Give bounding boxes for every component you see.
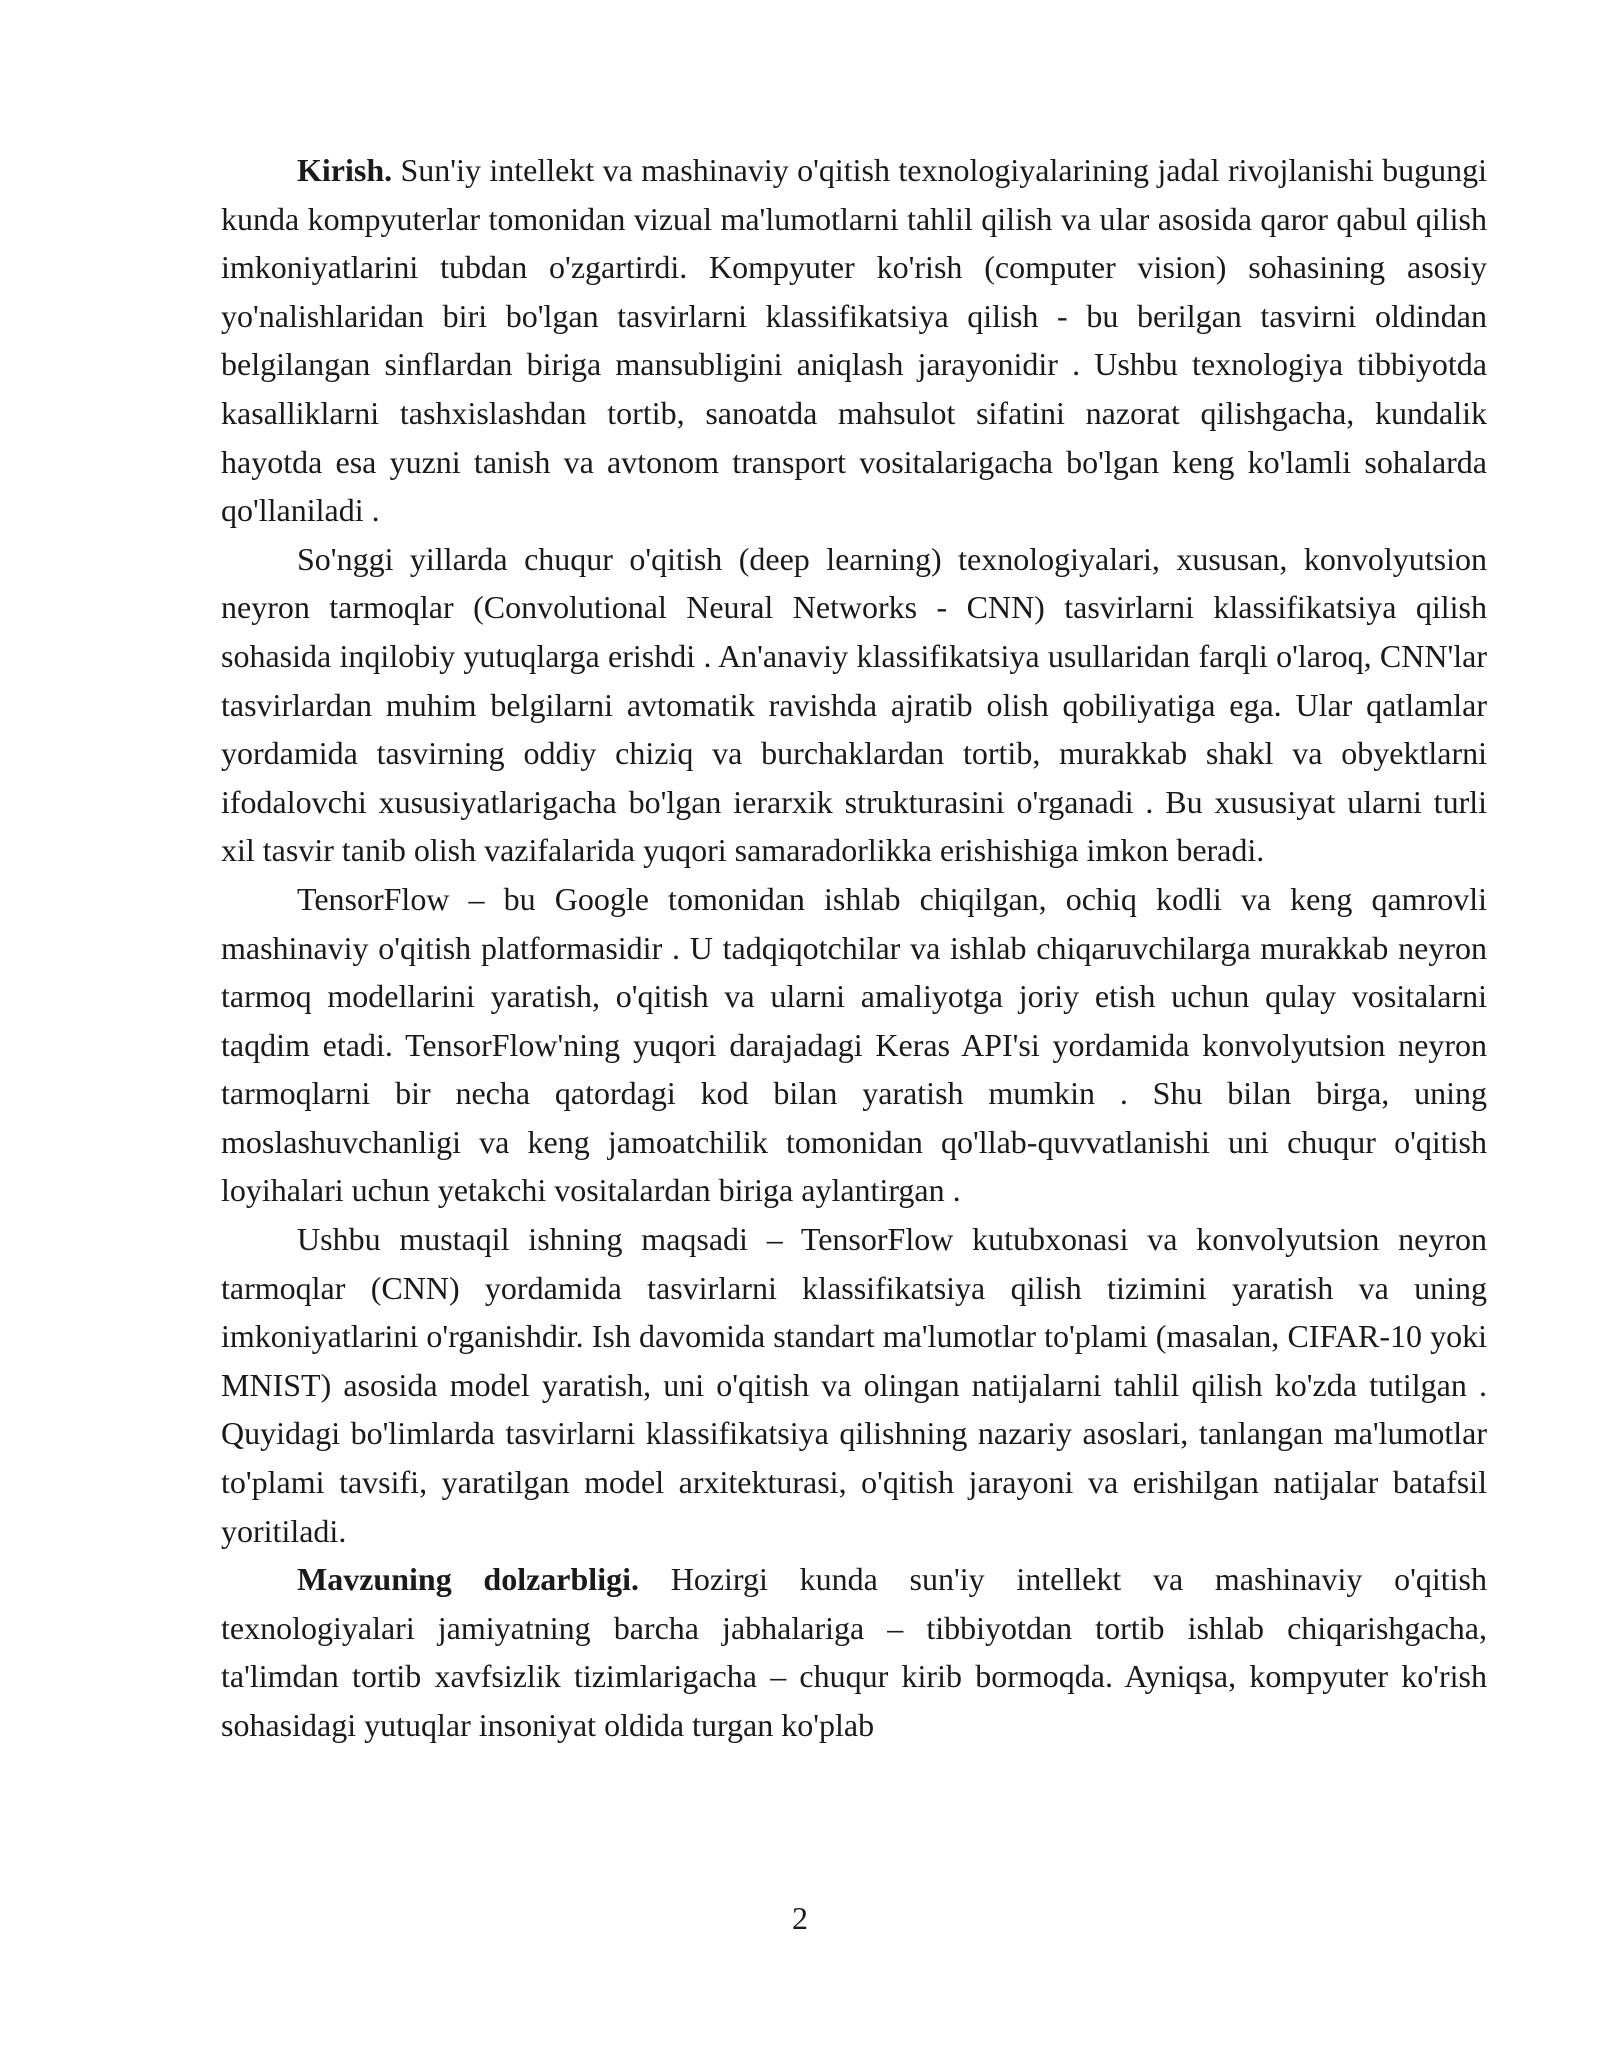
- heading-introduction: Kirish.: [297, 152, 393, 188]
- paragraph-text: Sun'iy intellekt va mashinaviy o'qitish texnologiyalarining jadal rivojlanishi bugungi kunda kompyuterlar tomonidan vizual ma'lumotlarni tahlil qilish va ular asosida qaror qabul qilish imkoniyatlarini tubdan o'zgartirdi. Kompyuter ko'rish (computer vision) sohasining asosiy yo'nalishlaridan biri bo'lgan tasvirlarni klassifikatsiya qilish - bu berilgan tasvirni oldindan belgilangan sinflardan biriga mansubligini aniqlash jarayonidir . Ushbu texnologiya tibbiyotda kasalliklarni tashxislashdan tortib, sanoatda mahsulot sifatini nazorat qilishgacha, kundalik hayotda esa yuzni tanish va avtonom transport vositalarigacha bo'lgan keng ko'lamli sohalarda qo'llaniladi .: [221, 152, 1487, 529]
- paragraph-text: Hozirgi kunda sun'iy intellekt va mashinaviy o'qitish texnologiyalari jamiyatning barcha jabhalariga – tibbiyotdan tortib ishlab chiqarishgacha, ta'limdan tortib xavfsizlik tizimlarigacha – chuqur kirib bormoqda. Ayniqsa, kompyuter ko'rish sohasidagi yutuqlar insoniyat oldida turgan ko'plab: [221, 1561, 1488, 1743]
- heading-relevance: Mavzuning dolzarbligi.: [297, 1561, 639, 1598]
- paragraph-text: So'nggi yillarda chuqur o'qitish (deep learning) texnologiyalari, xususan, konvolyutsion neyron tarmoqlar (Convolutional Neural Networks - CNN) tasvirlarni klassifikatsiya qilish sohasida inqilobiy yutuqlarga erishdi . An'anaviy klassifikatsiya usullaridan farqli o'laroq, CNN'lar tasvirlardan muhim belgilarni avtomatik ravishda ajratib olish qobiliyatiga ega. Ular qatlamlar yordamida tasvirning oddiy chiziq va burchaklardan tortib, murakkab shakl va obyektlarni ifodalovchi xususiyatlarigacha bo'lgan ierarxik strukturasini o'rganadi . Bu xususiyat ularni turli xil tasvir tanib olish vazifalarida yuqori samaradorlikka erishishiga imkon beradi.: [221, 540, 1487, 869]
- paragraph-text: TensorFlow – bu Google tomonidan ishlab chiqilgan, ochiq kodli va keng qamrovli mashinaviy o'qitish platformasidir . U tadqiqotchilar va ishlab chiqaruvchilarga murakkab neyron tarmoq modellarini yaratish, o'qitish va ularni amaliyotga joriy etish uchun qulay vositalarni taqdim etadi. TensorFlow'ning yuqori darajadagi Keras API'si yordamida konvolyutsion neyron tarmoqlarni bir necha qatordagi kod bilan yaratish mumkin . Shu bilan birga, uning moslashuvchanligi va keng jamoatchilik tomonidan qo'llab-quvvatlanishi uni chuqur o'qitish loyihalari uchun yetakchi vositalardan biriga aylantirgan .: [221, 880, 1487, 1209]
- paragraph-introduction: [221, 146, 1487, 535]
- paragraph-text: Ushbu mustaqil ishning maqsadi – TensorFlow kutubxonasi va konvolyutsion neyron tarmoqlar (CNN) yordamida tasvirlarni klassifikatsiya qilish tizimini yaratish va uning imkoniyatlarini o'rganishdir. Ish davomida standart ma'lumotlar to'plami (masalan, CIFAR-10 yoki MNIST) asosida model yaratish, uni o'qitish va olingan natijalarni tahlil qilish ko'zda tutilgan . Quyidagi bo'limlarda tasvirlarni klassifikatsiya qilishning nazariy asoslari, tanlangan ma'lumotlar to'plami tavsifi, yaratilgan model arxitekturasi, o'qitish jarayoni va erishilgan natijalar batafsil yoritiladi.: [221, 1221, 1487, 1549]
- document-body: [221, 146, 1487, 1750]
- paragraph-goal: [221, 1215, 1487, 1555]
- page-number: 2: [792, 1900, 808, 1936]
- paragraph-relevance: [221, 1555, 1487, 1749]
- paragraph-deep-learning: [221, 535, 1487, 875]
- paragraph-tensorflow: [221, 875, 1487, 1215]
